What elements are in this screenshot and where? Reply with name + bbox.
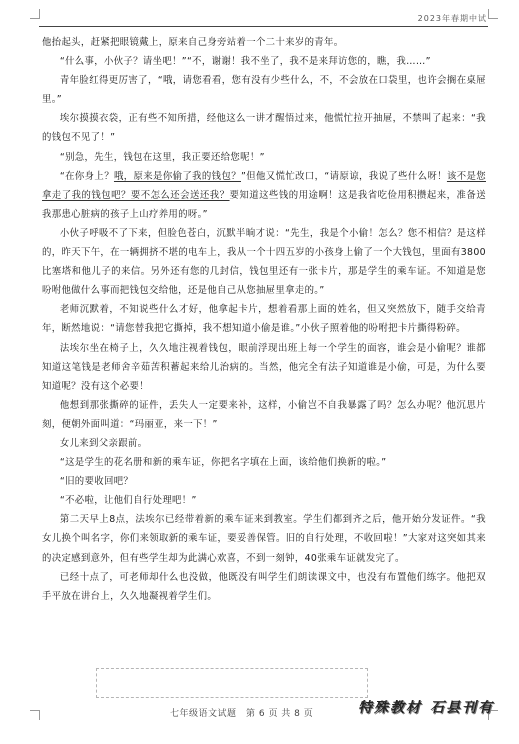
header-divider (39, 26, 488, 27)
paragraph-6-start: “在你身上？ (59, 170, 114, 182)
paragraph-4: 埃尔摸摸衣袋，正有些不知所措，经他这么一讲才醒悟过来，他慌忙拉开抽屉，不禁叫了起来：“我的钱包不见了！” (42, 113, 486, 144)
underlined-sentence-1: 哦，原来是你偷了我的钱包？ (113, 170, 241, 182)
paragraph-6-end: 要知道这些钱的用途啊！这是我省吃俭用积攒起来，准备送我那患心脏病的孩子上山疗养用的呀。” (42, 189, 486, 220)
story-text (42, 33, 486, 606)
page-header: 2023年春期中试 (417, 14, 487, 23)
paragraph-8: 老师沉默着，不知说些什么才好，他拿起卡片，想着看那上面的姓名，但又突然放下，随手交给青年，断然地说：“请您替我把它撕掉，我不想知道小偷是谁。”小伙子照着他的吩咐把卡片撕得粉碎。 (42, 304, 486, 335)
page-footer: 七年级语文试题 第 6 页 共 8 页 (170, 709, 314, 719)
paragraph-12: “这是学生的花名册和新的乘车证，你把名字填在上面，该给他们换新的啦。” (59, 457, 387, 469)
paragraph-7: 小伙子呼吸不了下来，但脸色苍白，沉默半晌才说：“先生，我是个小偷！怎么？您不相信？是这样的，昨天下午，在一辆拥挤不堪的电车上，我从一个十四五岁的小孩身上偷了一个大钱包，里面有3800比塞塔和他儿子的来信。另外还有您的几封信，钱包里还有一张卡片，那是学生的乘车证。不知道是您吩咐他做什么事而把钱包交给他，还是他自己从您抽屉里拿走的。” (42, 227, 486, 297)
paragraph-11: 女儿来到父亲跟前。 (59, 437, 148, 449)
stamp-text-right: 石县刊有 (430, 700, 494, 716)
paragraph-5: “别急，先生，钱包在这里，我正要还给您呢！” (59, 151, 265, 163)
paragraph-13: “旧的要收回吧？ (59, 476, 134, 488)
paragraph-15: 第二天早上8点，法埃尔已经带着新的乘车证来到教室。学生们都到齐之后，他开始分发证件。“我女儿换个叫名字，你们来领取新的乘车证，要妥善保管。旧的自行处理，不收回啦！”大家对这突如其来的决定感到意外，但有些学生却为此满心欢喜，不到一刻钟，40张乘车证就发完了。 (42, 514, 486, 564)
paragraph-14: “不必啦，让他们自行处理吧！” (59, 495, 197, 507)
footer-dashed-frame (96, 668, 368, 698)
paragraph-3: 青年脸红得更厉害了，“哦，请您看看，您有没有少些什么，不，不会放在口袋里，也许会搁在桌屉里。” (42, 75, 486, 106)
paragraph-2: “什么事，小伙子？请坐吧！”“不，谢谢！我不坐了，我不是来拜访您的，瞧，我……” (59, 56, 431, 68)
paragraph-1: 他抬起头，赶紧把眼镜戴上，原来自己身旁站着一个二十来岁的青年。 (42, 37, 344, 48)
crop-mark-top-right (488, 9, 498, 19)
crop-mark-bottom-left (30, 710, 40, 720)
paragraph-10: 他想到那张撕碎的证件，丢失人一定要来补，这样，小偷岂不自我暴露了吗？怎么办呢？他沉思片刻，便朝外面叫道：“玛丽亚，来一下！” (42, 399, 486, 430)
paragraph-6 (42, 167, 486, 224)
crop-mark-top-left (30, 9, 40, 19)
stamp-text-left: 特殊教材 (358, 700, 422, 716)
paragraph-6-middle: ”但他又慌忙改口，“请原谅，我说了些什么呀！ (241, 170, 447, 182)
paragraph-16: 已经十点了，可老师却什么也没做，他既没有叫学生们朗读课文中，也没有布置他们练字。他把双手平放在讲台上，久久地凝视着学生们。 (42, 571, 486, 602)
paragraph-9: 法埃尔坐在椅子上，久久地注视着钱包，眼前浮现出班上每一个学生的面容，谁会是小偷呢？谁都知道这笔钱是老师舍辛茹苦积蓄起来给儿治病的。当然，他完全有法子知道谁是小偷，可是，为什么要知道呢？没有这个必要！ (42, 342, 486, 392)
underlined-sentence-2: 该不是您拿走了我的钱包吧？要不怎么还会送还我？ (42, 170, 486, 201)
